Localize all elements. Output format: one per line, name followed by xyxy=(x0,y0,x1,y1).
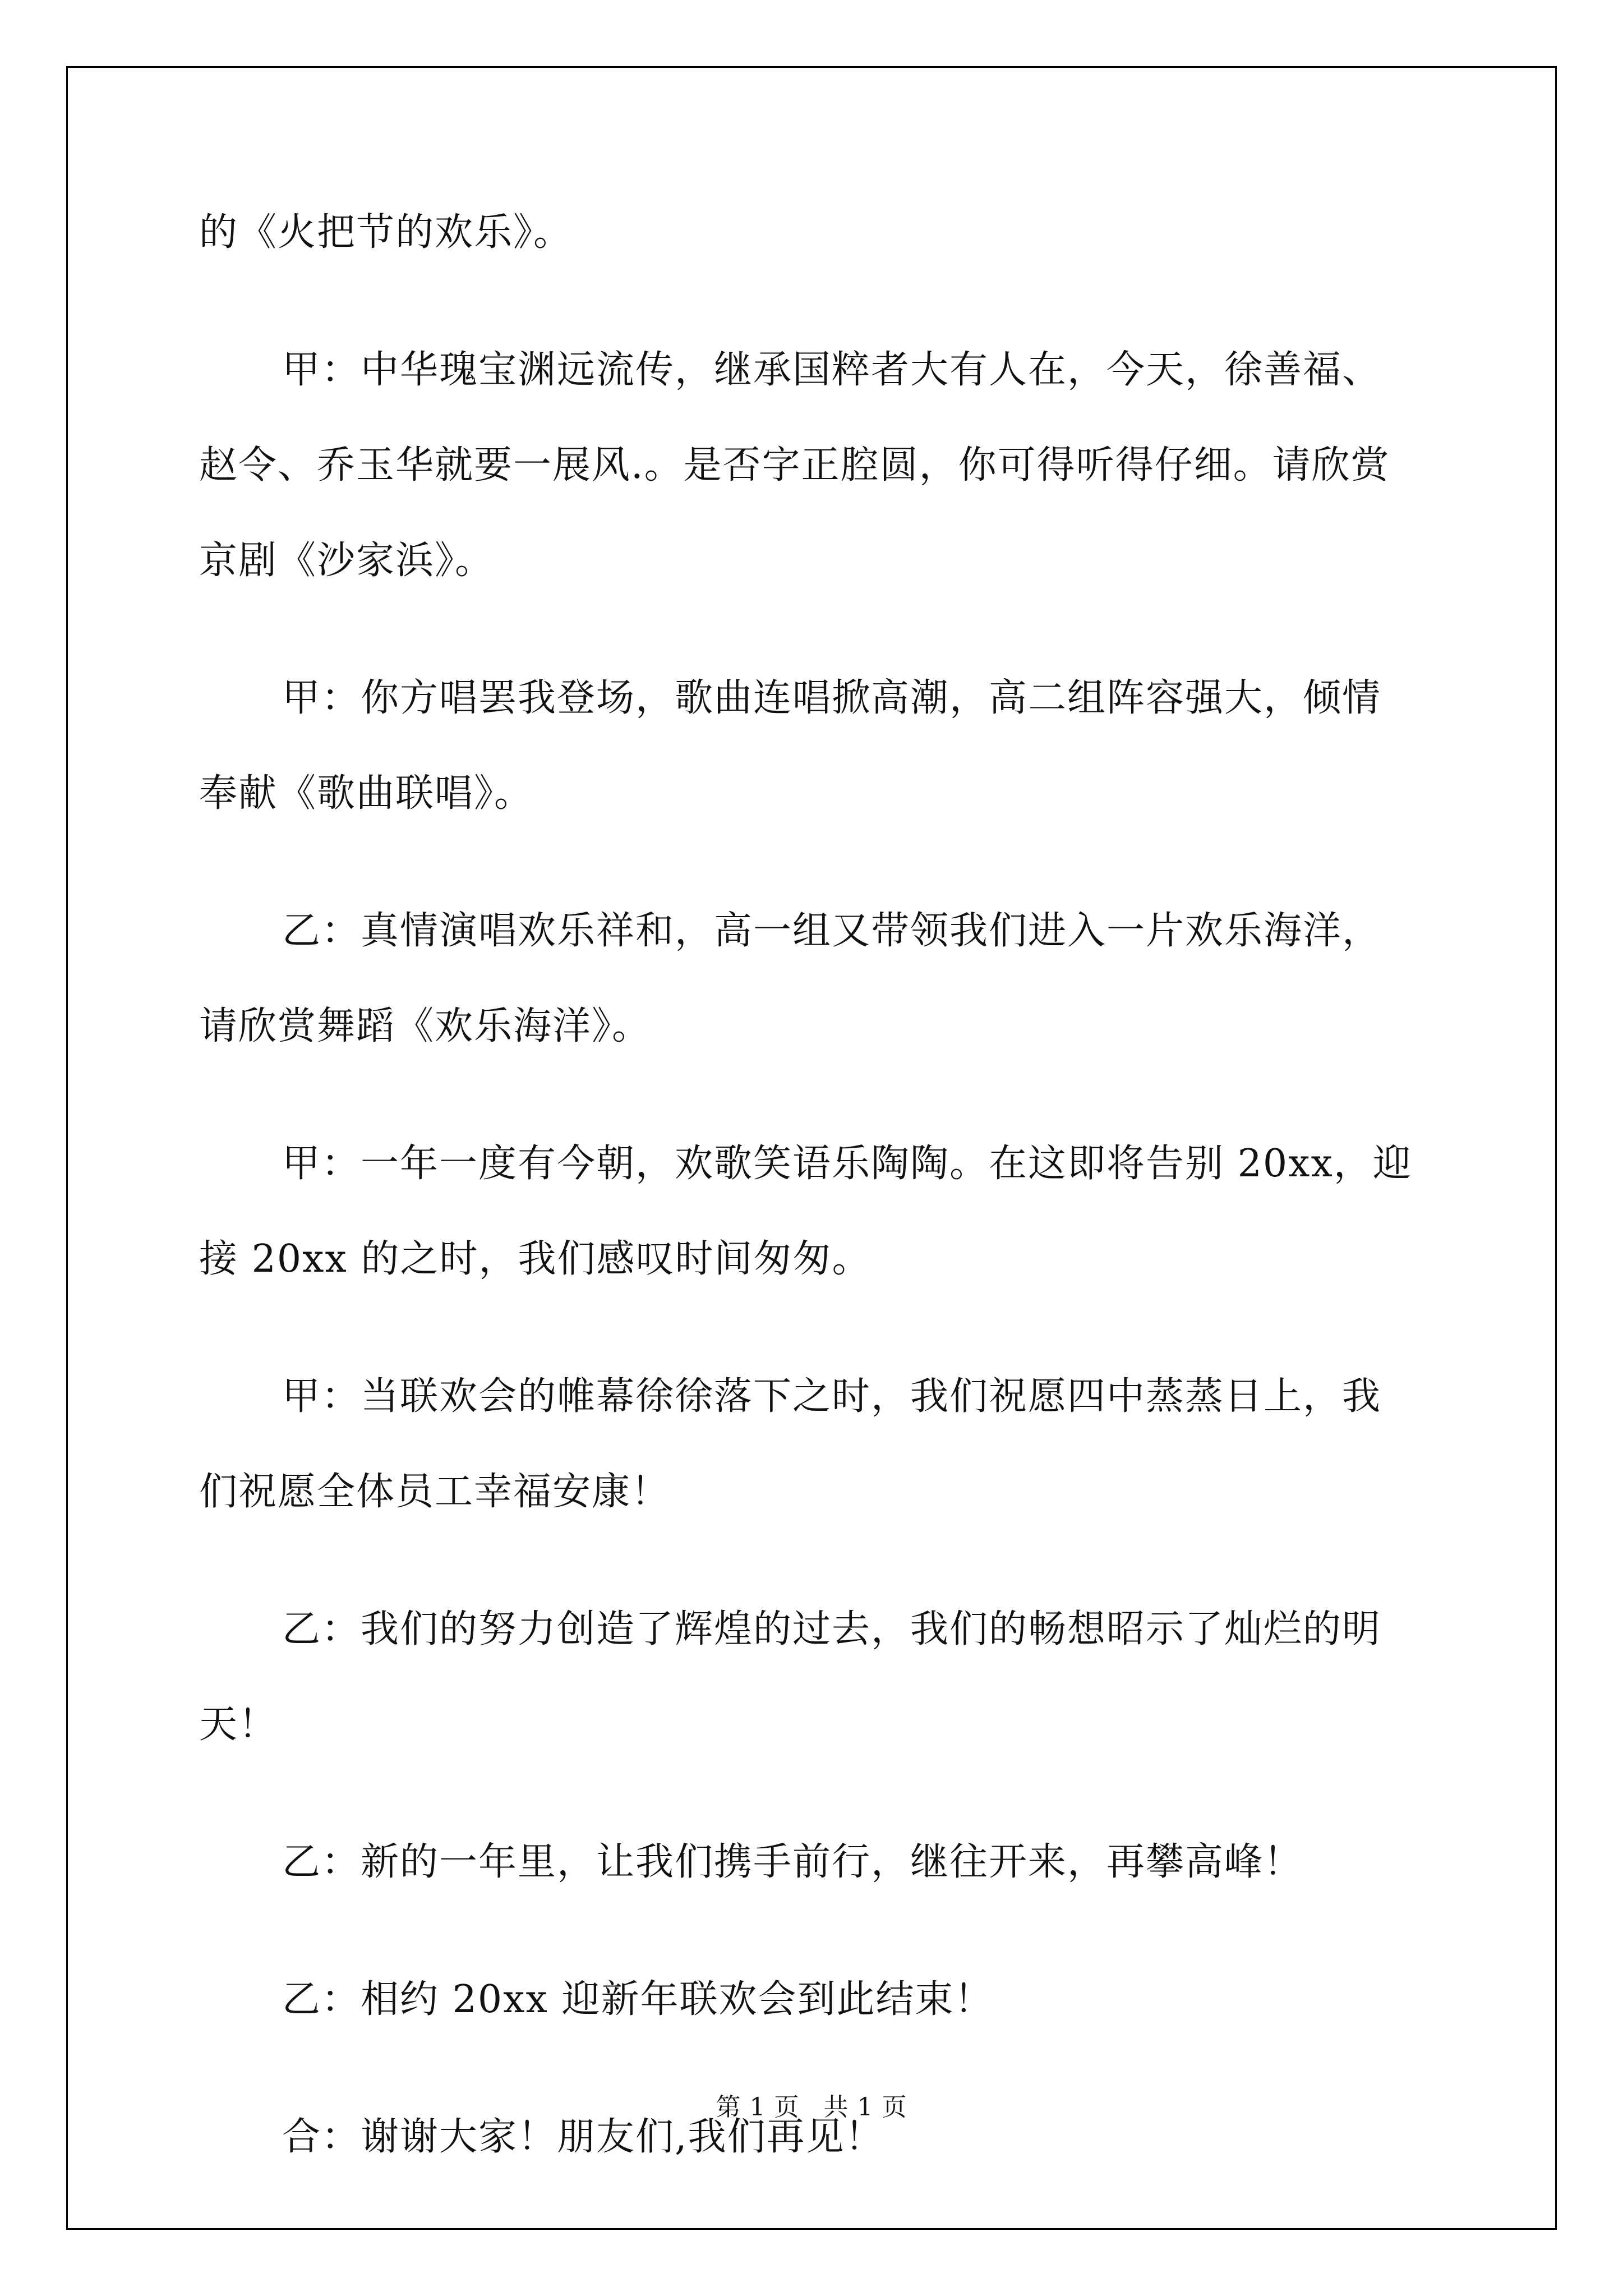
text-line: 的《火把节的欢乐》。 xyxy=(199,210,573,255)
paragraph xyxy=(199,1349,1427,1540)
text-line: 合：谢谢大家！朋友们,我们再见！ xyxy=(282,2115,884,2159)
paragraph xyxy=(199,651,1427,841)
text-line: 乙：真情演唱欢乐祥和，高一组又带领我们进入一片欢乐海洋， xyxy=(282,909,1382,953)
text-line: 们祝愿全体员工幸福安康！ xyxy=(199,1470,671,1514)
paragraph xyxy=(199,185,1427,280)
paragraph xyxy=(199,1116,1427,1307)
paragraph xyxy=(199,1952,1427,2047)
text-line: 请欣赏舞蹈《欢乐海洋》。 xyxy=(199,1004,652,1048)
text-line: 甲：你方唱罢我登场，歌曲连唱掀高潮，高二组阵容强大，倾情 xyxy=(282,676,1382,720)
page-total: 共 1 页 xyxy=(823,2093,907,2122)
paragraph xyxy=(199,884,1427,1074)
text-line: 乙：相约 20xx 迎新年联欢会到此结束！ xyxy=(282,1977,994,2022)
text-line: 甲：当联欢会的帷幕徐徐落下之时，我们祝愿四中蒸蒸日上，我 xyxy=(282,1374,1382,1419)
text-line: 甲：一年一度有今朝，欢歌笑语乐陶陶。在这即将告别 20xx，迎 xyxy=(282,1142,1412,1186)
text-line: 乙：我们的努力创造了辉煌的过去，我们的畅想昭示了灿烂的明 xyxy=(282,1607,1382,1651)
text-line: 天！ xyxy=(199,1703,278,1747)
text-line: 奉献《歌曲联唱》。 xyxy=(199,771,534,816)
text-line: 接 20xx 的之时，我们感叹时间匆匆。 xyxy=(199,1237,872,1281)
document-body xyxy=(199,185,1427,2227)
page-footer xyxy=(0,2087,1623,2123)
paragraph xyxy=(199,1815,1427,1910)
paragraph xyxy=(199,323,1427,609)
page-number: 第 1 页 xyxy=(716,2093,800,2122)
text-line: 甲：中华瑰宝渊远流传，继承国粹者大有人在，今天，徐善福、 xyxy=(282,348,1382,392)
paragraph xyxy=(199,1582,1427,1773)
text-line: 赵令、乔玉华就要一展风.。是否字正腔圆，你可得听得仔细。请欣赏 xyxy=(199,443,1390,487)
text-line: 京剧《沙家浜》。 xyxy=(199,539,495,583)
text-line: 乙：新的一年里，让我们携手前行，继往开来，再攀高峰！ xyxy=(282,1840,1303,1884)
